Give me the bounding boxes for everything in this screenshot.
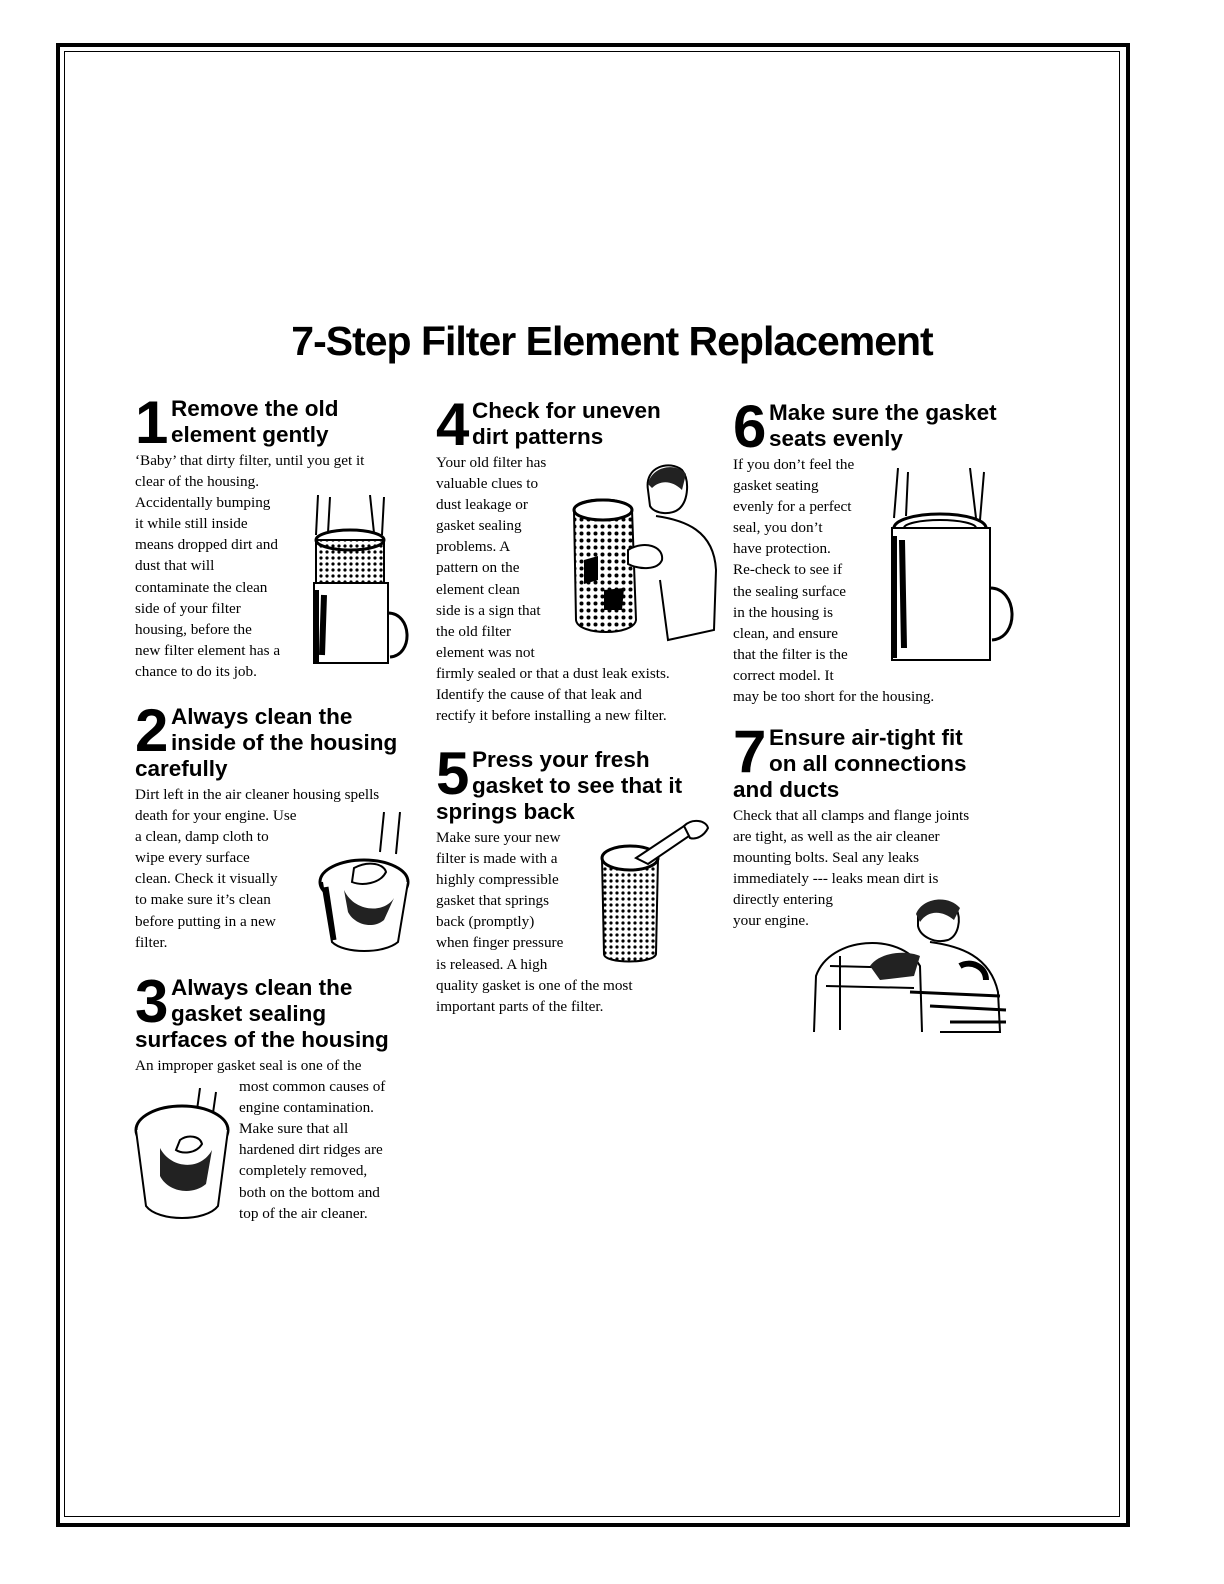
step-3-number: 3: [135, 968, 167, 1035]
step-4-body: Your old filter has valuable clues to dust leakage or gasket sealing problems. A pattern on the element clean side is a sign that the old filter element was not firmly sealed or that a dust leak exists. Identify the cause of that leak and rectify it before installing a new filter.: [436, 454, 670, 725]
step-4-number: 4: [436, 391, 468, 458]
step-5-number: 5: [436, 740, 468, 807]
step-1-heading: 1 Remove the old element gently: [135, 389, 339, 456]
step-3-heading: 3 Always clean the gasket sealing surfaces of the housing: [135, 968, 389, 1052]
step-5-heading: 5 Press your fresh gasket to see that it springs back: [436, 740, 683, 824]
step-6-number: 6: [733, 393, 765, 460]
step-4-heading: 4 Check for uneven dirt patterns: [436, 391, 661, 458]
step-3-body: An improper gasket seal is one of the most common causes of engine contamination. Make sure that all hardened dirt ridges are completely removed, both on the bottom and top of the air cleaner.: [135, 1057, 386, 1222]
step-3-illustration: [130, 1088, 234, 1230]
step-1-number: 1: [135, 389, 167, 456]
step-2-body: Dirt left in the air cleaner housing spells death for your engine. Use a clean, damp cloth to wipe every surface clean. Check it visually to make sure it’s clean before putting in a new filter.: [135, 786, 380, 951]
step-2-illustration: [314, 812, 414, 962]
step-1-illustration: [300, 495, 418, 670]
step-7-heading: 7 Ensure air-tight fit on all connections and ducts: [733, 718, 967, 802]
step-4-illustration: [564, 460, 724, 650]
step-7-illustration: [810, 896, 1010, 1036]
step-1-body: ‘Baby’ that dirty filter, until you get it clear of the housing. Accidentally bumping it while still inside means dropped dirt and dust that will contaminate the clean side of your filter housing, before the new filter element has a chance to do its job.: [135, 452, 365, 680]
page-title: 7-Step Filter Element Replacement: [291, 318, 933, 364]
step-6-body: If you don’t feel the gasket seating evenly for a perfect seal, you don’t have protection. Re-check to see if the sealing surface in the housing is clean, and ensure that the filter is the correct model. It may be too short for the housing.: [733, 456, 935, 706]
step-2-heading: 2 Always clean the inside of the housing carefully: [135, 697, 398, 781]
step-2-number: 2: [135, 697, 167, 764]
step-6-illustration: [880, 468, 1020, 664]
step-6-heading: 6 Make sure the gasket seats evenly: [733, 393, 997, 460]
step-5-body: Make sure your new filter is made with a highly compressible gasket that springs back (promptly) when finger pressure is released. A high quality gasket is one of the most important parts of the filter.: [436, 829, 633, 1015]
step-7-body: Check that all clamps and flange joints are tight, as well as the air cleaner mounting bolts. Seal any leaks immediately --- leaks mean dirt is directly entering your engine.: [733, 807, 970, 930]
step-7-number: 7: [733, 718, 765, 785]
step-5-illustration: [596, 818, 716, 964]
